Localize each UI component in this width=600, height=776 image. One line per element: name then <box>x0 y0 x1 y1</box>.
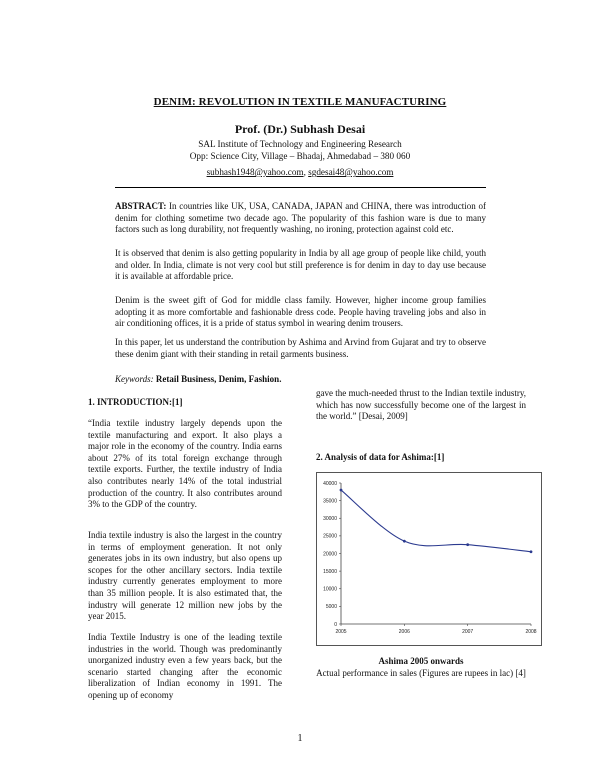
intro-paragraph-2: India textile industry is also the largest in the country in terms of employment generation. It not only generates jobs in its own industry, but also opens up scopes for the other ancillary sectors. India textile industry currently generates employment to more than 35 million people. It is also estimated that, the industry will generate 12 million new jobs by the year 2015. <box>88 530 282 622</box>
email-link-2[interactable]: sgdesai48@yahoo.com <box>308 167 394 177</box>
keywords-text: Retail Business, Denim, Fashion. <box>153 374 282 384</box>
email-link-1[interactable]: subhash1948@yahoo.com <box>206 167 304 177</box>
keywords-label: Keywords: <box>115 374 154 384</box>
data-point <box>340 489 343 492</box>
sales-line-chart <box>317 473 541 645</box>
data-point <box>530 550 533 553</box>
y-tick-label: 30000 <box>323 516 337 523</box>
y-tick-label: 15000 <box>323 568 337 575</box>
chart-caption: Actual performance in sales (Figures are rupees in lac) [4] <box>316 668 526 678</box>
x-tick-label: 2007 <box>462 629 474 635</box>
paper-title: DENIM: REVOLUTION IN TEXTILE MANUFACTURING <box>153 96 447 108</box>
y-tick-label: 5000 <box>325 604 337 611</box>
body-paragraph-2: It is observed that denim is also getting popularity in India by all age group of people like child, youth and older. In India, climate is not very cool but still preference is for denim in day to day use because it is available at affordable price. <box>115 248 486 282</box>
body-paragraph-4: In this paper, let us understand the contribution by Ashima and Arvind from Gujarat and try to observe these denim giant with their standing in retail garments business. <box>115 337 486 359</box>
abstract-label: ABSTRACT: <box>115 201 167 211</box>
header-rule <box>115 187 486 188</box>
email-separator: , <box>303 167 309 177</box>
affiliation-institute: SAL Institute of Technology and Engineering Research <box>198 139 402 149</box>
author-name: Prof. (Dr.) Subhash Desai <box>234 122 366 136</box>
data-point <box>403 540 406 543</box>
intro-paragraph-continued: gave the much-needed thrust to the Indian textile industry, which has now successfully become one of the largest in the world.” [Desai, 2009] <box>316 388 526 422</box>
y-tick-label: 35000 <box>323 498 337 505</box>
sales-chart <box>316 472 542 646</box>
body-paragraph-3: Denim is the sweet gift of God for middle class family. However, higher income group families adopting it as more comfortable and fashionable dress code. People having traveling jobs and also in air conditioning offices, it is a pride of status symbol in wearing denim trousers. <box>115 295 486 329</box>
abstract-text: In countries like UK, USA, CANADA, JAPAN and CHINA, there was introduction of denim for clothing sometime two decade ago. The popularity of this fashion ware is due to many factors such as long durability, not frequently washing, no ironing, protection against cold etc. <box>115 201 486 235</box>
affiliation-address: Opp: Science City, Village – Bhadaj, Ahmedabad – 380 060 <box>189 151 411 161</box>
series-line <box>341 490 531 552</box>
intro-paragraph-1: “India textile industry largely depends upon the textile manufacturing and export. It also plays a major role in the economy of the country. India earns about 27% of its total foreign exchange through textile exports. Further, the textile industry of India also contributes nearly 14% of the total industrial production of the country. It also contributes around 3% to the GDP of the country. <box>88 418 282 510</box>
y-tick-label: 0 <box>334 621 337 628</box>
x-tick-label: 2008 <box>525 629 537 635</box>
intro-paragraph-3: India Textile Industry is one of the leading textile industries in the world. Though was predominantly unorganized industry even a few years back, but the scenario started changing after the economic liberalization of Indian economy in 1991. The opening up of economy <box>88 632 282 700</box>
x-tick-label: 2006 <box>398 629 410 635</box>
chart-caption-title: Ashima 2005 onwards <box>378 656 464 666</box>
y-tick-label: 40000 <box>323 480 337 487</box>
x-tick-label: 2005 <box>335 629 347 635</box>
section-heading-analysis: 2. Analysis of data for Ashima:[1] <box>316 452 445 462</box>
abstract-paragraph <box>115 201 486 236</box>
y-tick-label: 25000 <box>323 533 337 540</box>
y-tick-label: 20000 <box>323 551 337 558</box>
section-heading-introduction: 1. INTRODUCTION:[1] <box>88 397 183 407</box>
keywords-line <box>115 374 486 386</box>
data-point <box>466 543 469 546</box>
page-number: 1 <box>297 733 303 744</box>
y-tick-label: 10000 <box>323 586 337 593</box>
author-emails <box>0 167 600 177</box>
